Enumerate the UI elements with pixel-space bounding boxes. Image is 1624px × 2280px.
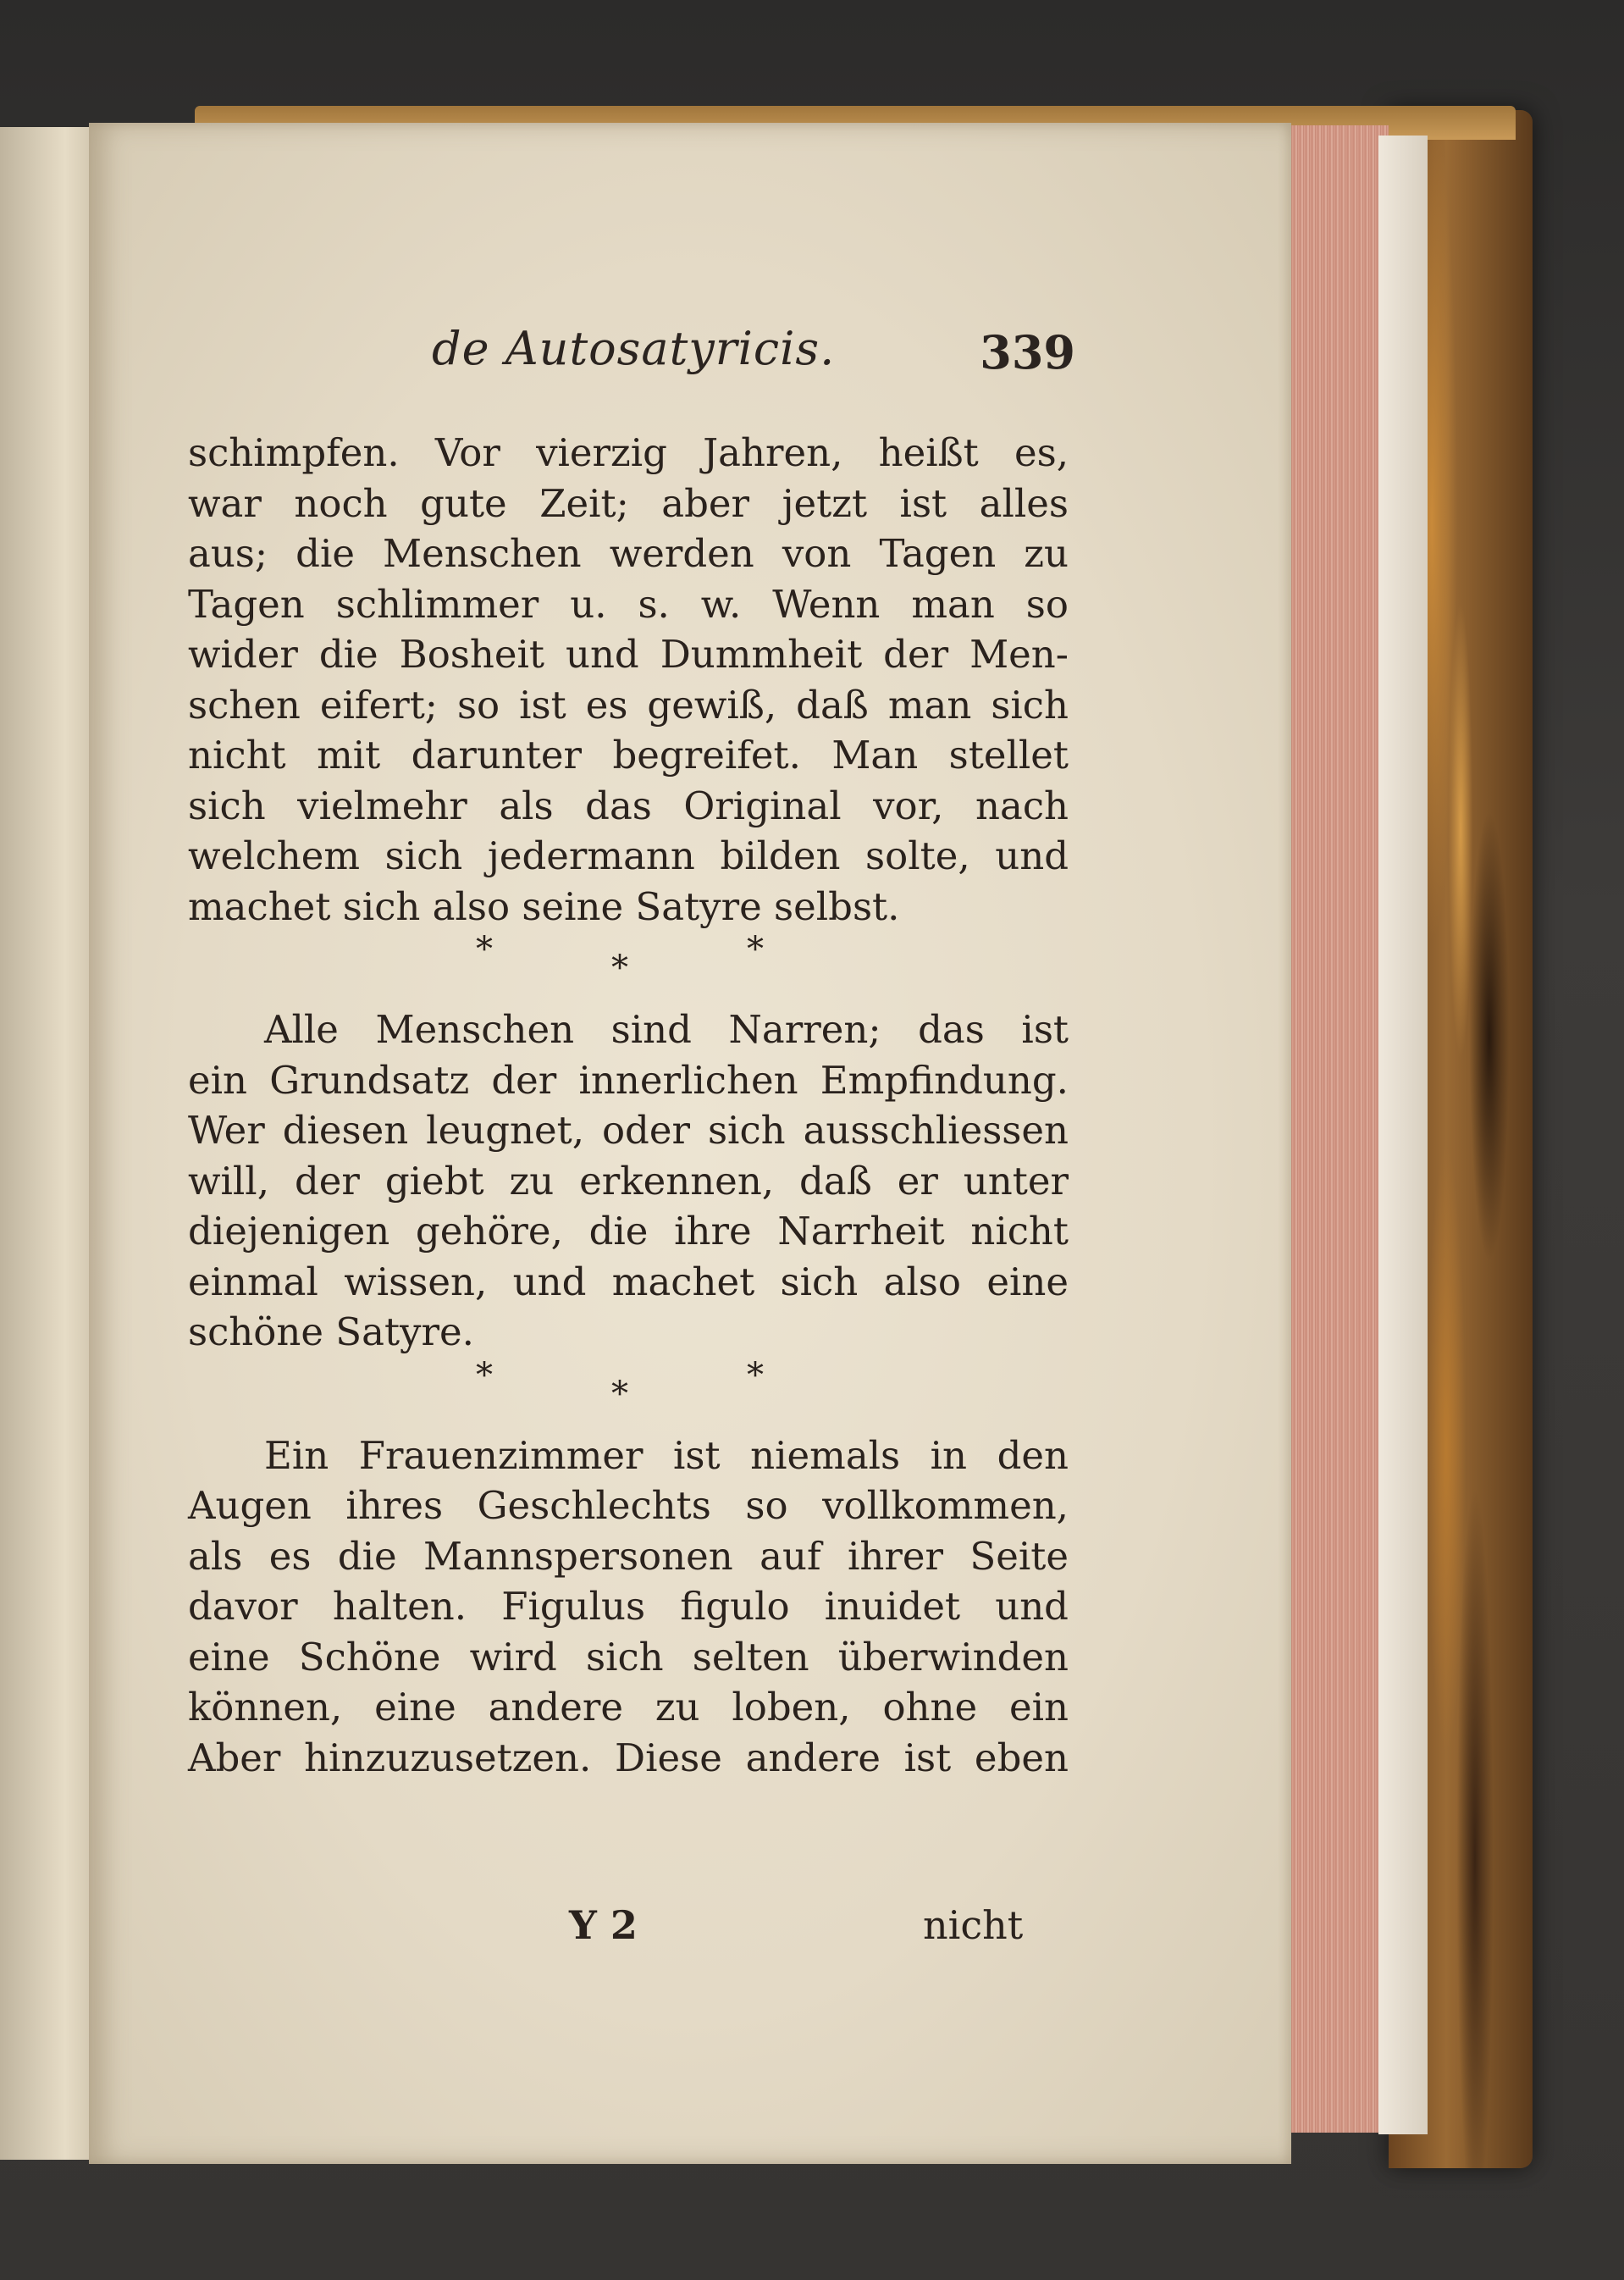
text-line: nicht mit darunter begreifet. Man stellet	[188, 733, 1069, 778]
text-line: sich vielmehr als das Original vor, nach	[188, 783, 1069, 828]
section-separator	[188, 932, 1069, 989]
text-line: war noch gute Zeit; aber jetzt ist alles	[188, 480, 1069, 526]
page-header	[432, 322, 1075, 390]
text-line: machet sich also seine Satyre selbst.	[188, 883, 900, 929]
asterisk: *	[611, 1374, 628, 1414]
text-line: aus; die Menschen werden von Tagen zu	[188, 531, 1069, 576]
text-line: will, der giebt zu erkennen, daß er unter	[188, 1158, 1069, 1204]
text-line: schen eifert; so ist es gewiß, daß man sich	[188, 682, 1069, 728]
paragraph-2	[188, 1004, 1069, 1358]
text-line: Alle Menschen sind Narren; das ist	[264, 1007, 1069, 1052]
page-number: 339	[980, 325, 1075, 379]
text-line: Tagen schlimmer u. s. w. Wenn man so	[188, 581, 1069, 627]
text-line: einmal wissen, und machet sich also eine	[188, 1259, 1069, 1304]
text-line: Aber hinzuzusetzen. Diese andere ist eben	[188, 1735, 1069, 1780]
asterisk: *	[476, 930, 493, 969]
body-text	[188, 428, 1069, 1783]
text-line: wider die Bosheit und Dummheit der Men-	[188, 632, 1069, 677]
text-line: eine Schöne wird sich selten überwinden	[188, 1634, 1069, 1680]
asterisk: *	[747, 930, 764, 969]
section-separator	[188, 1355, 1069, 1415]
endpaper	[1378, 136, 1428, 2134]
running-title: de Autosatyricis.	[432, 322, 836, 375]
paragraph-3	[188, 1431, 1069, 1784]
text-line: davor halten. Figulus figulo inuidet und	[188, 1584, 1069, 1629]
text-line: schimpfen. Vor vierzig Jahren, heißt es,	[188, 430, 1069, 475]
text-line: als es die Mannspersonen auf ihrer Seite	[188, 1533, 1069, 1579]
asterisk: *	[476, 1355, 493, 1395]
catchword: nicht	[923, 1902, 1024, 1948]
text-line: Augen ihres Geschlechts so vollkommen,	[188, 1483, 1069, 1528]
text-line: ein Grundsatz der innerlichen Empfindung.	[188, 1057, 1069, 1103]
asterisk: *	[747, 1355, 764, 1395]
text-line: können, eine andere zu loben, ohne ein	[188, 1685, 1069, 1729]
text-line: Ein Frauenzimmer ist niemals in den	[264, 1432, 1069, 1478]
text-line: welchem sich jedermann bilden solte, und	[188, 833, 1069, 878]
facing-page	[0, 127, 93, 2160]
text-line: Wer diesen leugnet, oder sich ausschliessen	[188, 1108, 1069, 1153]
signature-mark: Y 2	[569, 1902, 638, 1948]
text-line: diejenigen gehöre, die ihre Narrheit nicht	[188, 1209, 1069, 1253]
asterisk: *	[611, 949, 628, 988]
text-line: schöne Satyre.	[188, 1309, 474, 1354]
paragraph-1	[188, 428, 1069, 932]
